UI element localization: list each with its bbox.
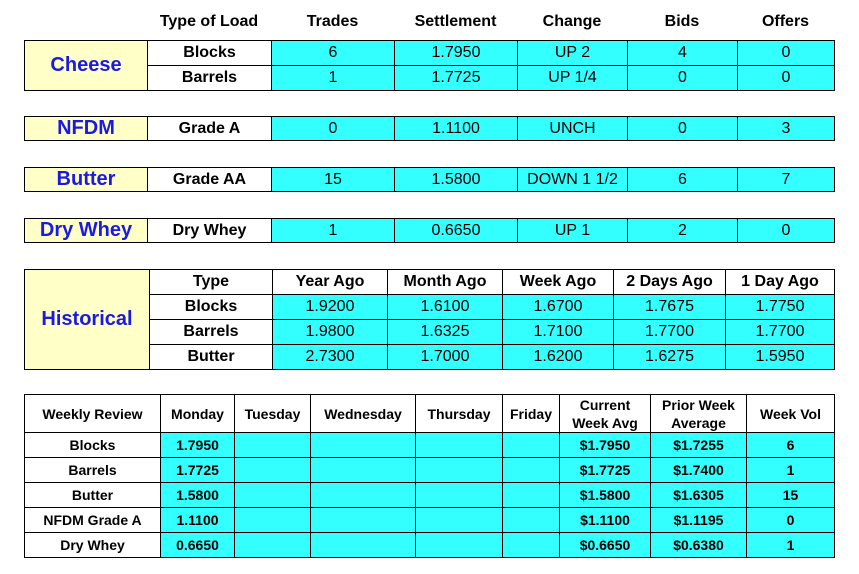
weekly-header: Weekly Review <box>25 395 161 433</box>
weekly-row-label: Blocks <box>25 433 161 458</box>
weekly-review-table <box>24 394 835 558</box>
weekly-header: Friday <box>503 395 560 433</box>
weekly-header: Monday <box>161 395 235 433</box>
dry-whey-type: Dry Whey <box>148 219 272 243</box>
weekly-cell <box>503 483 560 508</box>
weekly-cell <box>311 508 416 533</box>
weekly-cell: 1.5800 <box>161 483 235 508</box>
weekly-cell: $0.6650 <box>560 533 651 558</box>
weekly-cell: $0.6380 <box>651 533 747 558</box>
butter-table <box>24 167 835 192</box>
hist-row-label: Butter <box>150 345 273 370</box>
weekly-cell <box>311 458 416 483</box>
weekly-header: Week Vol <box>747 395 835 433</box>
butter-settlement: 1.5800 <box>395 168 518 192</box>
col-offers: Offers <box>761 13 810 30</box>
weekly-cell: 6 <box>747 433 835 458</box>
cheese-label: Cheese <box>25 41 148 91</box>
nfdm-type: Grade A <box>148 117 272 141</box>
col-settlement: Settlement <box>414 13 497 30</box>
dry-whey-change: UP 1 <box>518 219 628 243</box>
cheese-change: UP 1/4 <box>518 66 628 91</box>
hist-cell: 1.5950 <box>726 345 835 370</box>
cheese-settlement: 1.7725 <box>395 66 518 91</box>
weekly-header: Thursday <box>416 395 503 433</box>
cheese-settlement: 1.7950 <box>395 41 518 66</box>
hist-cell: 1.6200 <box>503 345 614 370</box>
cheese-offers: 0 <box>738 66 835 91</box>
weekly-cell <box>311 433 416 458</box>
hist-cell: 1.7100 <box>503 320 614 345</box>
weekly-cell: 1 <box>747 533 835 558</box>
weekly-cell: $1.7400 <box>651 458 747 483</box>
weekly-cell: $1.5800 <box>560 483 651 508</box>
cheese-offers: 0 <box>738 41 835 66</box>
butter-trades: 15 <box>272 168 395 192</box>
weekly-cell <box>311 483 416 508</box>
col-type-of-load: Type of Load <box>159 13 259 30</box>
hist-cell: 1.9200 <box>273 295 388 320</box>
weekly-cell: 1.1100 <box>161 508 235 533</box>
cheese-bids: 4 <box>628 41 738 66</box>
weekly-row-label: Barrels <box>25 458 161 483</box>
hist-cell: 1.6700 <box>503 295 614 320</box>
weekly-row-label: Dry Whey <box>25 533 161 558</box>
weekly-cell <box>235 508 311 533</box>
weekly-row-label: NFDM Grade A <box>25 508 161 533</box>
nfdm-label: NFDM <box>25 117 148 141</box>
hist-header: Month Ago <box>388 270 503 295</box>
cheese-type: Blocks <box>148 41 272 66</box>
weekly-cell <box>235 533 311 558</box>
nfdm-change: UNCH <box>518 117 628 141</box>
dry-whey-label: Dry Whey <box>25 219 148 243</box>
dry-whey-table <box>24 218 835 243</box>
weekly-cell <box>503 433 560 458</box>
nfdm-settlement: 1.1100 <box>395 117 518 141</box>
hist-header: 2 Days Ago <box>614 270 726 295</box>
market-header <box>147 9 834 35</box>
col-bids: Bids <box>664 13 700 30</box>
cheese-change: UP 2 <box>518 41 628 66</box>
nfdm-table <box>24 116 835 141</box>
weekly-cell <box>503 508 560 533</box>
hist-header: Week Ago <box>503 270 614 295</box>
dry-whey-settlement: 0.6650 <box>395 219 518 243</box>
weekly-cell <box>311 533 416 558</box>
weekly-cell <box>416 458 503 483</box>
weekly-cell <box>235 458 311 483</box>
butter-label: Butter <box>25 168 148 192</box>
weekly-cell <box>416 433 503 458</box>
hist-cell: 1.7700 <box>726 320 835 345</box>
weekly-cell: 0.6650 <box>161 533 235 558</box>
butter-bids: 6 <box>628 168 738 192</box>
weekly-cell <box>503 533 560 558</box>
hist-cell: 1.7675 <box>614 295 726 320</box>
hist-cell: 1.6325 <box>388 320 503 345</box>
weekly-header: Prior Week Average <box>651 395 747 433</box>
historical-label: Historical <box>25 270 150 370</box>
cheese-bids: 0 <box>628 66 738 91</box>
hist-cell: 1.6100 <box>388 295 503 320</box>
weekly-cell: 1.7725 <box>161 458 235 483</box>
cheese-type: Barrels <box>148 66 272 91</box>
weekly-cell: $1.7950 <box>560 433 651 458</box>
weekly-cell: $1.7725 <box>560 458 651 483</box>
cheese-trades: 1 <box>272 66 395 91</box>
weekly-cell: 15 <box>747 483 835 508</box>
nfdm-offers: 3 <box>738 117 835 141</box>
nfdm-trades: 0 <box>272 117 395 141</box>
weekly-cell <box>235 433 311 458</box>
weekly-cell: $1.1195 <box>651 508 747 533</box>
historical-table <box>24 269 835 370</box>
weekly-cell <box>416 533 503 558</box>
weekly-cell: 1 <box>747 458 835 483</box>
cheese-table <box>24 40 835 91</box>
weekly-cell: 0 <box>747 508 835 533</box>
weekly-header: Wednesday <box>311 395 416 433</box>
col-trades: Trades <box>306 13 359 30</box>
butter-change: DOWN 1 1/2 <box>518 168 628 192</box>
weekly-header: Current Week Avg <box>560 395 651 433</box>
weekly-header: Tuesday <box>235 395 311 433</box>
col-change: Change <box>542 13 602 30</box>
nfdm-bids: 0 <box>628 117 738 141</box>
dry-whey-offers: 0 <box>738 219 835 243</box>
weekly-cell <box>503 458 560 483</box>
hist-cell: 1.7750 <box>726 295 835 320</box>
hist-header: 1 Day Ago <box>726 270 835 295</box>
weekly-cell <box>416 483 503 508</box>
cheese-trades: 6 <box>272 41 395 66</box>
weekly-cell: $1.6305 <box>651 483 747 508</box>
dry-whey-trades: 1 <box>272 219 395 243</box>
hist-header: Type <box>150 270 273 295</box>
hist-cell: 1.9800 <box>273 320 388 345</box>
hist-cell: 1.7700 <box>614 320 726 345</box>
hist-cell: 1.6275 <box>614 345 726 370</box>
butter-type: Grade AA <box>148 168 272 192</box>
weekly-cell: $1.1100 <box>560 508 651 533</box>
butter-offers: 7 <box>738 168 835 192</box>
hist-cell: 2.7300 <box>273 345 388 370</box>
weekly-cell: $1.7255 <box>651 433 747 458</box>
weekly-row-label: Butter <box>25 483 161 508</box>
weekly-cell <box>416 508 503 533</box>
hist-row-label: Blocks <box>150 295 273 320</box>
hist-header: Year Ago <box>273 270 388 295</box>
dry-whey-bids: 2 <box>628 219 738 243</box>
hist-cell: 1.7000 <box>388 345 503 370</box>
weekly-cell <box>235 483 311 508</box>
weekly-cell: 1.7950 <box>161 433 235 458</box>
hist-row-label: Barrels <box>150 320 273 345</box>
